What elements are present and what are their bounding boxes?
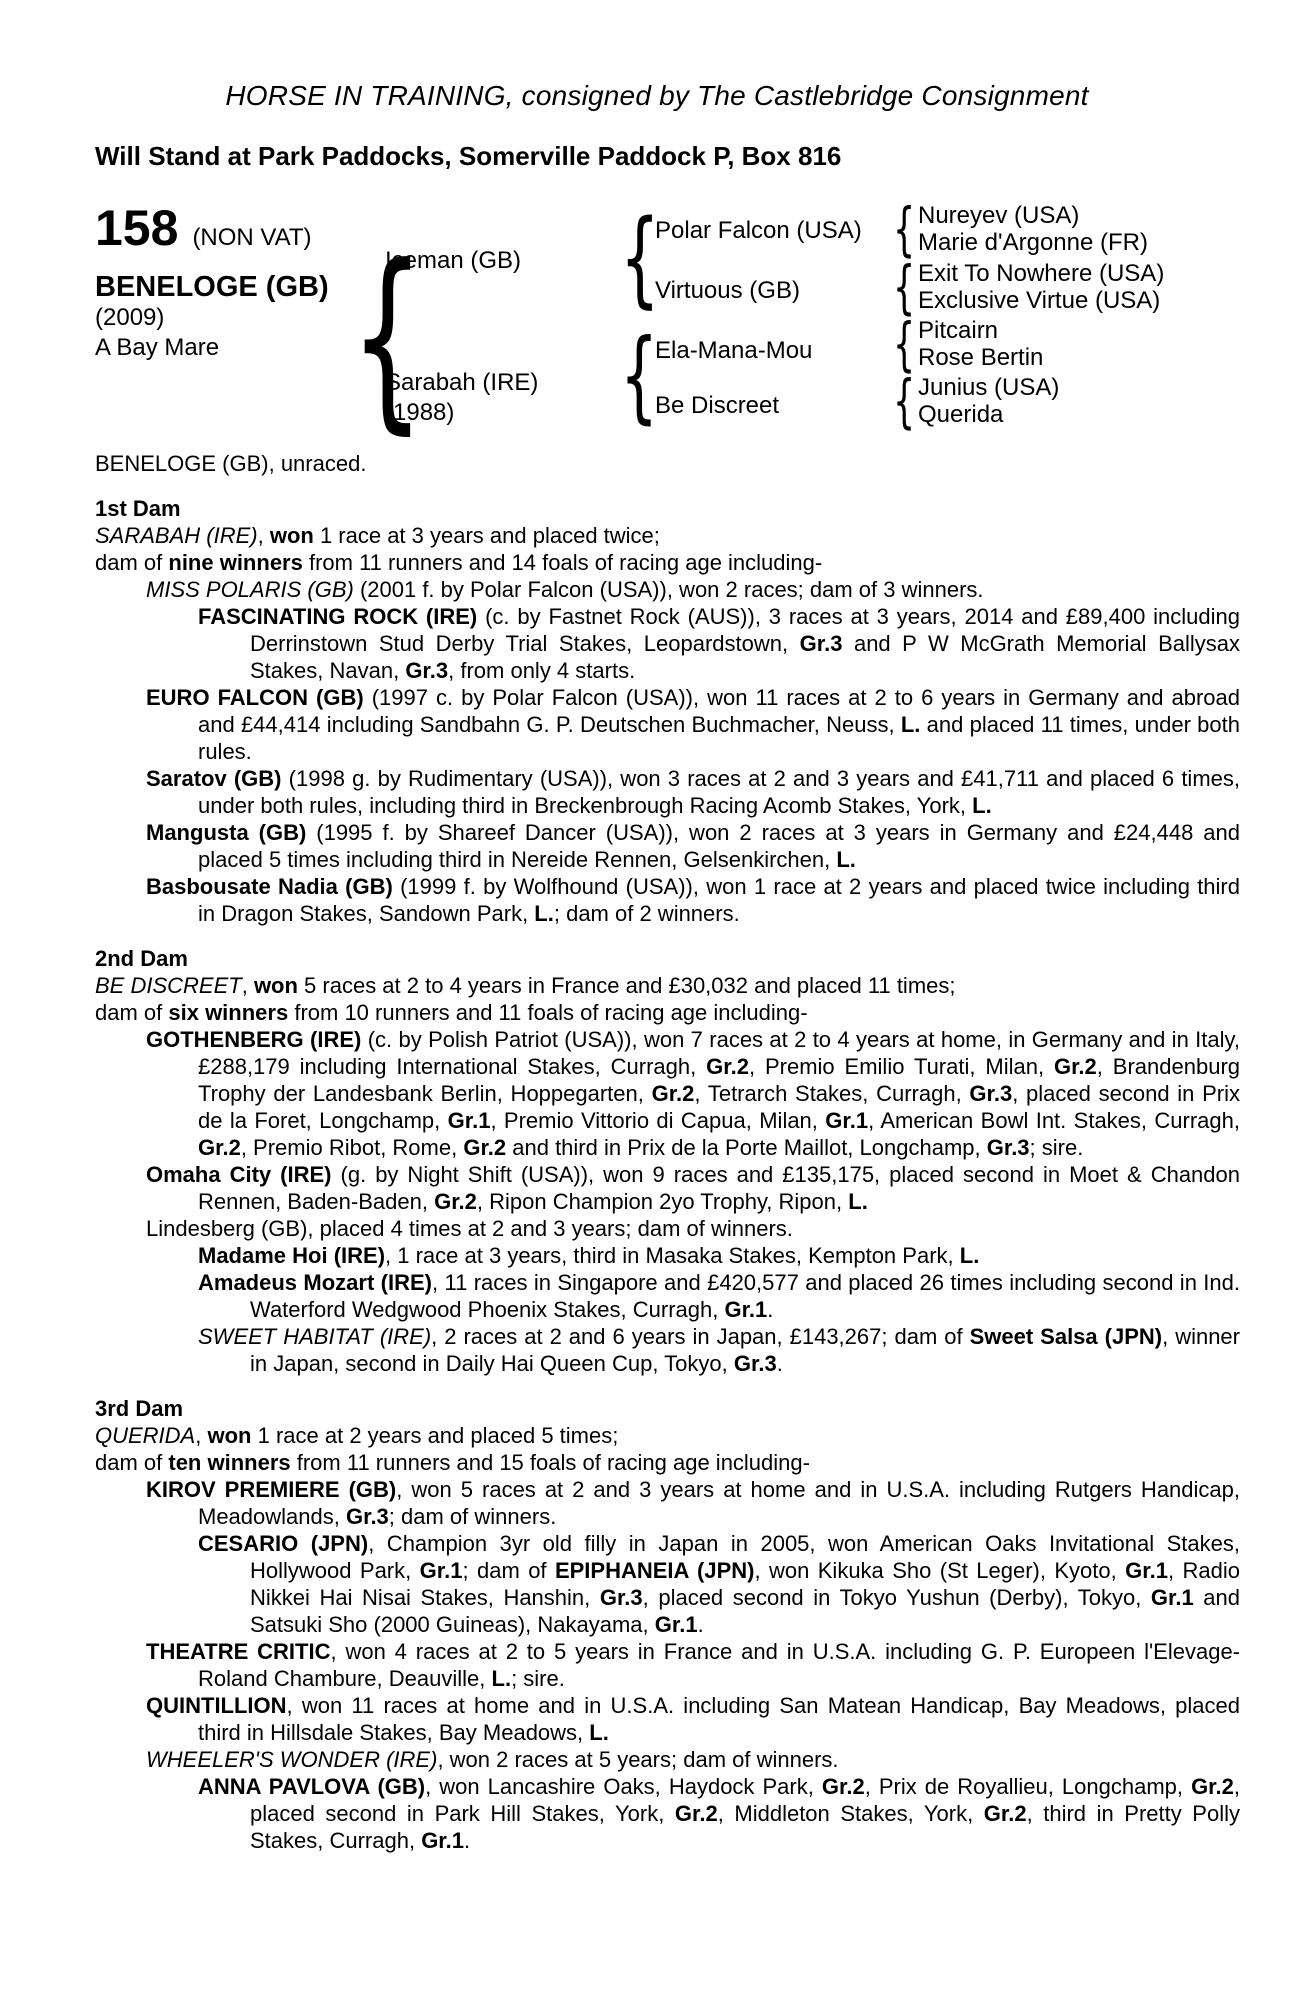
text-segment: Gr.1 <box>1125 1558 1168 1583</box>
text-segment: , won 11 races at home and in U.S.A. including San Matean Handicap, Bay Meadows, placed third in Hillsdale Stakes, Bay Meadows, <box>198 1693 1240 1745</box>
catalogue-paragraph <box>95 576 1240 603</box>
catalogue-paragraph <box>95 522 1240 549</box>
text-segment: , Brandenburg Trophy der Landesbank Berlin, Hoppegarten, <box>198 1054 1241 1106</box>
text-segment: and P W McGrath Memorial Ballysax Stakes, Navan, <box>250 631 1240 683</box>
catalogue-paragraph <box>95 1242 1240 1269</box>
text-segment: 5 races at 2 to 4 years in France and £30,032 and placed 11 times; <box>297 973 956 998</box>
catalogue-paragraph <box>95 684 1240 765</box>
text-segment: . <box>767 1297 774 1322</box>
text-segment: , Prix de Royallieu, Longchamp, <box>864 1774 1192 1799</box>
text-segment: (c. by Polish Patriot (USA)), won 7 races at 2 to 4 years at home, in Germany and in Italy, £288,179 including International Stakes, Curragh, <box>198 1027 1240 1079</box>
catalogue-paragraph <box>95 549 1240 576</box>
text-segment: L. <box>959 1243 980 1268</box>
text-segment: , placed second in Park Hill Stakes, York, <box>250 1774 1240 1826</box>
text-segment: Gr.3 <box>599 1585 643 1610</box>
catalogue-paragraph <box>95 999 1240 1026</box>
text-segment: Gr.2 <box>1053 1054 1097 1079</box>
text-segment: , Middleton Stakes, York, <box>717 1801 984 1826</box>
sire-name: Iceman (GB) <box>385 247 522 274</box>
text-segment: (c. by Fastnet Rock (AUS)), 3 races at 3 years, 2014 and £89,400 including Derrinstown Stud Derby Trial Stakes, Leopardstown, <box>250 604 1240 656</box>
text-segment: SWEET HABITAT (IRE) <box>198 1324 432 1349</box>
text-segment: Amadeus Mozart (IRE) <box>198 1270 432 1295</box>
text-segment: L. <box>836 847 856 872</box>
lot-number: 158 <box>95 200 179 256</box>
catalogue-paragraph <box>95 819 1240 873</box>
text-segment: dam of <box>95 1450 169 1475</box>
text-segment: , third in Pretty Polly Stakes, Curragh, <box>250 1801 1240 1853</box>
text-segment: KIROV PREMIERE (GB) <box>146 1477 397 1502</box>
catalogue-paragraph <box>95 1476 1240 1530</box>
text-segment: from 11 runners and 14 foals of racing age including- <box>302 550 823 575</box>
catalogue-paragraph <box>95 765 1240 819</box>
pedigree-brace <box>893 315 915 373</box>
dam-dam-name: Be Discreet <box>655 392 780 419</box>
catalogue-paragraph <box>95 1026 1240 1161</box>
text-segment: (2001 f. by Polar Falcon (USA)), won 2 races; dam of 3 winners. <box>353 577 984 602</box>
text-segment: , Premio Ribot, Rome, <box>240 1135 464 1160</box>
stand-location-line: Will Stand at Park Paddocks, Somerville Paddock P, Box 816 <box>95 141 842 171</box>
text-segment: Gr.1 <box>447 1108 491 1133</box>
catalogue-paragraph <box>95 1746 1240 1773</box>
text-segment: (1998 g. by Rudimentary (USA)), won 3 races at 2 and 3 years and £41,711 and placed 6 times, under both rules, including third in Breckenbrough Racing Acomb Stakes, York, <box>198 766 1240 818</box>
text-segment: Gr.3 <box>986 1135 1030 1160</box>
catalogue-body <box>95 450 1240 1854</box>
text-segment: 1 race at 2 years and placed 5 times; <box>251 1423 619 1448</box>
lot-header <box>95 200 312 256</box>
dam-sire-parents <box>918 317 1043 371</box>
text-segment: Gr.2 <box>983 1801 1027 1826</box>
text-segment: L. <box>900 712 921 737</box>
text-segment: won <box>207 1423 252 1448</box>
text-segment: . <box>697 1612 704 1637</box>
text-segment: , won 4 races at 2 to 5 years in France and in U.S.A. including G. P. Europeen l'Elevage-Roland Chambure, Deauville, <box>198 1639 1241 1691</box>
text-segment: SARABAH (IRE) <box>95 523 258 548</box>
text-segment: , won Lancashire Oaks, Haydock Park, <box>425 1774 822 1799</box>
pedigree-brace <box>620 206 660 310</box>
catalogue-paragraph <box>95 1215 1240 1242</box>
sire-dam-name: Virtuous (GB) <box>655 277 800 304</box>
horse-description: A Bay Mare <box>95 334 220 361</box>
great-grandsire: Exit To Nowhere (USA) <box>918 260 1165 287</box>
text-segment: CESARIO (JPN) <box>198 1531 369 1556</box>
great-granddam: Rose Bertin <box>918 344 1044 371</box>
text-segment: , placed second in Tokyo Yushun (Derby), Tokyo, <box>642 1585 1151 1610</box>
text-segment: Mangusta (GB) <box>146 820 307 845</box>
text-segment: L. <box>972 793 992 818</box>
text-segment: Madame Hoi (IRE) <box>198 1243 386 1268</box>
text-segment: , Ripon Champion 2yo Trophy, Ripon, <box>476 1189 849 1214</box>
horse-name: BENELOGE (GB) <box>95 271 329 303</box>
pedigree-brace <box>893 258 915 316</box>
text-segment: , won 2 races at 5 years; dam of winners. <box>437 1747 839 1772</box>
text-segment: Gr.3 <box>405 658 449 683</box>
text-segment: WHEELER'S WONDER (IRE) <box>146 1747 438 1772</box>
text-segment: , 2 races at 2 and 6 years in Japan, £143,267; dam of <box>431 1324 970 1349</box>
text-segment: ; dam of winners. <box>388 1504 557 1529</box>
text-segment: BE DISCREET <box>95 973 242 998</box>
text-segment: , <box>241 973 254 998</box>
text-segment: Gr.1 <box>419 1558 463 1583</box>
text-segment: Gr.1 <box>724 1297 768 1322</box>
text-segment: L. <box>848 1189 868 1214</box>
text-segment: nine winners <box>168 550 303 575</box>
text-segment: . <box>776 1351 783 1376</box>
text-segment: , Radio Nikkei Hai Nisai Stakes, Hanshin, <box>250 1558 1240 1610</box>
text-segment: EPIPHANEIA (JPN) <box>554 1558 755 1583</box>
text-segment: (g. by Night Shift (USA)), won 9 races and £135,175, placed second in Moet & Chandon Rennen, Baden-Baden, <box>198 1162 1240 1214</box>
text-segment: THEATRE CRITIC <box>146 1639 331 1664</box>
text-segment: Gr.2 <box>651 1081 695 1106</box>
dam-year: (1988) <box>385 399 455 426</box>
text-segment: and third in Prix de la Porte Maillot, Longchamp, <box>506 1135 987 1160</box>
great-granddam: Querida <box>918 401 1004 428</box>
text-segment: Gr.2 <box>674 1801 718 1826</box>
text-segment: , Champion 3yr old filly in Japan in 2005, won American Oaks Invitational Stakes, Hollywood Park, <box>250 1531 1240 1583</box>
text-segment: Saratov (GB) <box>146 766 282 791</box>
text-segment: Gr.2 <box>706 1054 749 1079</box>
text-segment: QUINTILLION <box>146 1693 287 1718</box>
text-segment: Gr.3 <box>799 631 843 656</box>
text-segment: Gr.1 <box>654 1612 698 1637</box>
text-segment: dam of <box>95 1000 169 1025</box>
great-grandsire: Pitcairn <box>918 317 999 344</box>
text-segment: FASCINATING ROCK (IRE) <box>198 604 478 629</box>
text-segment: Gr.2 <box>198 1135 241 1160</box>
great-granddam: Marie d'Argonne (FR) <box>918 229 1148 256</box>
text-segment: , Tetrarch Stakes, Curragh, <box>694 1081 970 1106</box>
text-segment: , Premio Emilio Turati, Milan, <box>748 1054 1054 1079</box>
catalogue-paragraph <box>95 1773 1240 1854</box>
text-segment: L. <box>491 1666 512 1691</box>
catalogue-paragraph <box>95 1530 1240 1638</box>
text-segment: ; sire. <box>1029 1135 1084 1160</box>
race-record: BENELOGE (GB), unraced. <box>95 451 367 476</box>
text-segment: Gr.2 <box>821 1774 865 1799</box>
catalogue-paragraph <box>95 1161 1240 1215</box>
dam-name: Sarabah (IRE) <box>385 369 539 396</box>
catalogue-paragraph <box>95 1269 1240 1323</box>
text-segment: Gr.1 <box>825 1108 869 1133</box>
dam-heading: 1st Dam <box>95 496 181 521</box>
great-granddam: Exclusive Virtue (USA) <box>918 287 1161 314</box>
pedigree-brace <box>620 326 658 426</box>
catalogue-paragraph <box>95 972 1240 999</box>
sire-sire-parents <box>918 202 1148 256</box>
catalogue-paragraph <box>95 1449 1240 1476</box>
text-segment: QUERIDA <box>95 1423 196 1448</box>
catalogue-paragraph <box>95 603 1240 684</box>
catalogue-paragraph <box>95 1323 1240 1377</box>
text-segment: dam of <box>95 550 169 575</box>
catalogue-paragraph <box>95 1422 1240 1449</box>
text-segment: L. <box>534 901 554 926</box>
text-segment: (1997 c. by Polar Falcon (USA)), won 11 races at 2 to 6 years in Germany and abroad and £44,414 including Sandbahn G. P. Deutschen Buchmacher, Neuss, <box>198 685 1240 737</box>
text-segment: , from only 4 starts. <box>448 658 636 683</box>
text-segment: Gr.3 <box>733 1351 777 1376</box>
text-segment: and Satsuki Sho (2000 Guineas), Nakayama, <box>250 1585 1240 1637</box>
dam-name-block <box>385 368 538 428</box>
dam-dam-parents <box>918 374 1059 428</box>
text-segment: ; sire. <box>511 1666 565 1691</box>
text-segment: , <box>195 1423 208 1448</box>
text-segment: Gr.3 <box>969 1081 1013 1106</box>
great-grandsire: Junius (USA) <box>918 374 1060 401</box>
text-segment: won <box>253 973 298 998</box>
dam-sections <box>95 495 1240 1854</box>
text-segment: Sweet Salsa (JPN) <box>969 1324 1163 1349</box>
text-segment: Lindesberg (GB), placed 4 times at 2 and 3 years; dam of winners. <box>146 1216 793 1241</box>
horse-identity <box>95 271 329 363</box>
horse-foaling-year: (2009) <box>95 304 165 331</box>
text-segment: L. <box>589 1720 609 1745</box>
text-segment: ; dam of <box>462 1558 555 1583</box>
text-segment: , <box>257 523 270 548</box>
text-segment: from 11 runners and 15 foals of racing age including- <box>290 1450 810 1475</box>
text-segment: Basbousate Nadia (GB) <box>146 874 393 899</box>
text-segment: Omaha City (IRE) <box>146 1162 332 1187</box>
text-segment: . <box>464 1828 471 1853</box>
text-segment: , Premio Vittorio di Capua, Milan, <box>490 1108 826 1133</box>
text-segment: and placed 11 times, under both rules. <box>198 712 1240 764</box>
text-segment: Gr.1 <box>1150 1585 1194 1610</box>
dam-sire-name: Ela-Mana-Mou <box>655 337 813 364</box>
text-segment: ten winners <box>168 1450 291 1475</box>
text-segment: , won 5 races at 2 and 3 years at home and in U.S.A. including Rutgers Handicap, Meadowlands, <box>198 1477 1240 1529</box>
text-segment: Gr.3 <box>345 1504 389 1529</box>
text-segment: MISS POLARIS (GB) <box>146 577 354 602</box>
text-segment: won <box>269 523 314 548</box>
text-segment: Gr.2 <box>434 1189 477 1214</box>
text-segment: , placed second in Prix de la Foret, Longchamp, <box>198 1081 1240 1133</box>
text-segment: Gr.2 <box>1191 1774 1234 1799</box>
text-segment: Gr.1 <box>421 1828 464 1853</box>
text-segment: six winners <box>168 1000 289 1025</box>
text-segment: , winner in Japan, second in Daily Hai Queen Cup, Tokyo, <box>250 1324 1240 1376</box>
consignment-title: HORSE IN TRAINING, consigned by The Castlebridge Consignment <box>225 80 1089 111</box>
sire-dam-parents <box>918 260 1164 314</box>
text-segment: EURO FALCON (GB) <box>146 685 364 710</box>
text-segment: from 10 runners and 11 foals of racing age including- <box>288 1000 808 1025</box>
sire-sire-name: Polar Falcon (USA) <box>655 217 862 244</box>
text-segment: , 1 race at 3 years, third in Masaka Stakes, Kempton Park, <box>385 1243 960 1268</box>
dam-heading: 3rd Dam <box>95 1396 184 1421</box>
text-segment: GOTHENBERG (IRE) <box>146 1027 362 1052</box>
catalogue-paragraph <box>95 873 1240 927</box>
pedigree-brace <box>893 372 915 430</box>
catalogue-paragraph <box>95 1638 1240 1692</box>
text-segment: ; dam of 2 winners. <box>553 901 740 926</box>
text-segment: ANNA PAVLOVA (GB) <box>198 1774 426 1799</box>
text-segment: (1995 f. by Shareef Dancer (USA)), won 2 races at 3 years in Germany and £24,448 and placed 5 times including third in Nereide Rennen, Gelsenkirchen, <box>198 820 1240 872</box>
text-segment: 1 race at 3 years and placed twice; <box>313 523 660 548</box>
text-segment: (1999 f. by Wolfhound (USA)), won 1 race at 2 years and placed twice including third in Dragon Stakes, Sandown Park, <box>198 874 1240 926</box>
text-segment: , American Bowl Int. Stakes, Curragh, <box>868 1108 1240 1133</box>
text-segment: , 11 races in Singapore and £420,577 and placed 26 times including second in Ind. Waterford Wedgwood Phoenix Stakes, Curragh, <box>250 1270 1240 1322</box>
catalogue-paragraph <box>95 1692 1240 1746</box>
great-grandsire: Nureyev (USA) <box>918 202 1080 229</box>
dam-heading: 2nd Dam <box>95 946 188 971</box>
pedigree-brace <box>893 200 915 258</box>
lot-vat-note: (NON VAT) <box>192 224 312 251</box>
text-segment: Gr.2 <box>463 1135 507 1160</box>
text-segment: , won Kikuka Sho (St Leger), Kyoto, <box>754 1558 1126 1583</box>
